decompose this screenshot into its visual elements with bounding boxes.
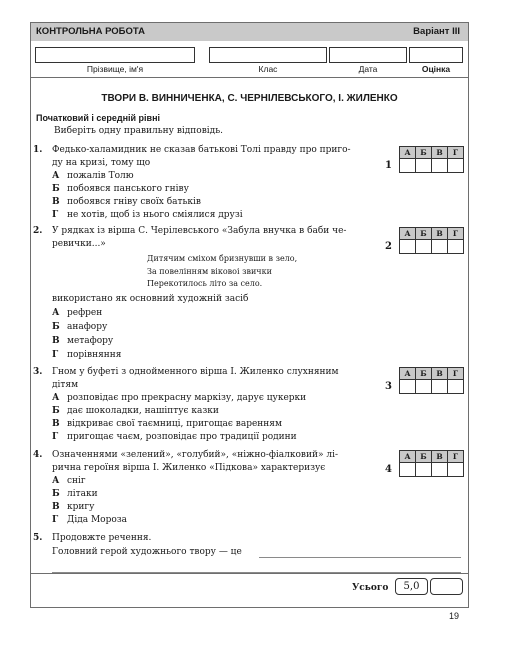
grid-cell[interactable] [416,159,432,173]
grid-cell[interactable] [400,240,416,254]
option-text: сніг [67,476,86,486]
grade-label: Оцінка [421,64,451,74]
name-field[interactable] [35,47,195,63]
option-a[interactable] [52,475,86,488]
grid-letter: Б [416,451,432,463]
grid-letter: Б [416,147,432,159]
grid-cell[interactable] [448,463,464,477]
option-d[interactable] [52,209,243,222]
option-letter: Б [52,184,60,194]
grid-cell[interactable] [416,463,432,477]
grid-cell[interactable] [432,159,448,173]
sheet-header [31,23,468,41]
question-line: рична героїня вірша І. Жиленко «Підкова» характеризує [52,463,326,473]
option-text: рефрен [67,308,103,318]
option-letter: А [52,308,60,318]
total-label: Усього [352,583,389,593]
footer-divider [31,573,468,574]
question-continuation: використано як основний художній засіб [52,294,249,304]
poem-line: Дитячим сміхом бризнувши в зело, [147,254,298,263]
option-c[interactable] [52,335,113,348]
sheet-title: КОНТРОЛЬНА РОБОТА [36,26,145,37]
instruction: Виберіть одну правильну відповідь. [54,126,223,136]
question-line: ревички...» [52,239,106,249]
answer-grid-4[interactable] [399,450,464,477]
question-text: Продовжте речення. [52,533,152,543]
variant-label: Варіант III [413,26,460,37]
question-text [52,225,392,251]
answer-grid-1[interactable] [399,146,464,173]
question-5 [31,532,468,572]
option-letter: Г [52,350,59,360]
answer-grid-3[interactable] [399,367,464,394]
question-line: Означеннями «зелений», «голубий», «ніжно-фіалковий» лі- [52,450,339,460]
question-text [52,449,392,475]
option-b[interactable] [52,321,107,334]
grid-letter: А [400,147,416,159]
option-text: побоявся панського гніву [67,184,189,194]
option-letter: А [52,476,60,486]
option-d[interactable] [52,349,121,362]
option-text: Діда Мороза [67,515,128,525]
option-letter: А [52,393,60,403]
option-letter: Г [52,210,59,220]
grid-letter: В [432,147,448,159]
option-c[interactable] [52,196,201,209]
option-text: пожалів Толю [67,171,134,181]
question-line: Гном у буфеті з однойменного вірша І. Жиленко слухняним [52,367,339,377]
option-text: метафору [67,336,114,346]
option-letter: А [52,171,60,181]
option-text: побоявся гніву своїх батьків [67,197,201,207]
grid-letter: А [400,451,416,463]
grid-cell[interactable] [448,240,464,254]
question-line: Федько-халамидник не сказав батькові Толі правду про приго- [52,145,351,155]
grid-cell[interactable] [432,240,448,254]
option-letter: Г [52,515,59,525]
class-label: Клас [258,64,278,74]
poem-line: Перекотилось літо за село. [147,279,263,288]
grid-letter: Г [448,368,464,380]
answer-line[interactable] [259,557,461,558]
answer-number: 2 [385,241,392,252]
header-divider [31,77,468,78]
grid-letter: В [432,368,448,380]
question-prompt: Головний герой художнього твору — це [52,547,242,557]
grid-letter: Г [448,228,464,240]
question-number: 3. [33,367,43,377]
option-letter: Б [52,489,60,499]
question-line: ду на кризі, тому що [52,158,151,168]
option-text: кригу [67,502,95,512]
option-c[interactable] [52,418,282,431]
test-sheet [30,22,469,608]
grid-cell[interactable] [400,159,416,173]
question-number: 4. [33,450,43,460]
option-text: анафору [67,322,108,332]
grid-letter: В [432,228,448,240]
option-b[interactable] [52,405,219,418]
grid-letter: Б [416,368,432,380]
option-text: пригощає чаєм, розповідає про традиції родини [67,432,297,442]
score-field[interactable] [430,578,463,595]
poem-line: За повелінням віковоі звички [147,266,272,276]
option-letter: В [52,336,60,346]
option-text: порівняння [67,350,122,360]
option-a[interactable] [52,170,134,183]
max-score: 5,0 [395,578,428,595]
grid-letter: А [400,368,416,380]
option-a[interactable] [52,307,102,320]
grid-letter: Г [448,147,464,159]
option-letter: В [52,419,60,429]
option-letter: В [52,197,60,207]
page-number: 19 [449,611,460,621]
question-line: дітям [52,380,79,390]
date-label: Дата [358,64,378,74]
option-text: відкриває свої таємниці, пригощає варенням [67,419,282,429]
option-a[interactable] [52,392,306,405]
grid-cell[interactable] [416,380,432,394]
option-text: дає шоколадки, нашіптує казки [67,406,219,416]
grid-cell[interactable] [448,380,464,394]
grid-letter: А [400,228,416,240]
answer-number: 1 [385,160,392,171]
option-letter: Б [52,406,60,416]
grid-cell[interactable] [416,240,432,254]
option-b[interactable] [52,488,98,501]
date-field[interactable] [329,47,407,63]
answer-grid-2[interactable] [399,227,464,254]
grid-cell[interactable] [400,380,416,394]
question-text [52,144,392,170]
option-d[interactable] [52,514,127,527]
topic-title: ТВОРИ В. ВИННИЧЕНКА, С. ЧЕРНІЛЕВСЬКОГО, І. ЖИЛЕНКО [101,93,398,104]
name-label: Прізвище, ім'я [86,64,144,74]
option-text: розповідає про прекрасну маркізу, дарує цукерки [67,393,307,403]
class-field[interactable] [209,47,327,63]
question-text [52,366,392,392]
level-heading: Початковий і середній рівні [36,113,161,123]
option-letter: Б [52,322,60,332]
grid-letter: В [432,451,448,463]
grid-cell[interactable] [432,463,448,477]
question-number: 1. [33,145,43,155]
answer-number: 4 [385,464,392,475]
question-number: 2. [33,226,43,236]
option-text: літаки [67,489,98,499]
grid-letter: Г [448,451,464,463]
option-letter: В [52,502,60,512]
option-letter: Г [52,432,59,442]
answer-number: 3 [385,381,392,392]
grid-cell[interactable] [448,159,464,173]
grid-letter: Б [416,228,432,240]
grid-cell[interactable] [432,380,448,394]
question-number: 5. [33,533,43,543]
poem-quote [147,253,307,291]
option-d[interactable] [52,431,297,444]
question-line: У рядках із вірша С. Черілевського «Забула внучка в баби че- [52,226,347,236]
option-text: не хотів, щоб із нього сміялися друзі [67,210,243,220]
grade-field[interactable] [409,47,463,63]
option-b[interactable] [52,183,189,196]
grid-cell[interactable] [400,463,416,477]
option-c[interactable] [52,501,94,514]
